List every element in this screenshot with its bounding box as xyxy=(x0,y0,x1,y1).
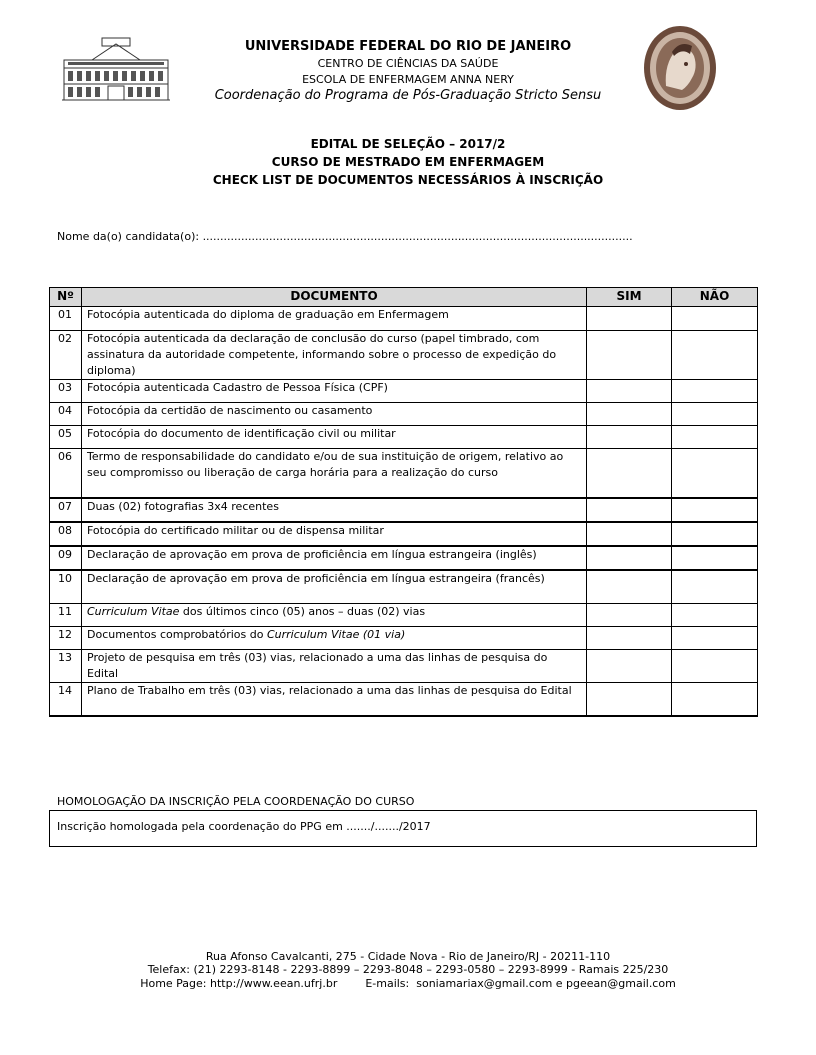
university-name: UNIVERSIDADE FEDERAL DO RIO DE JANEIRO xyxy=(244,39,572,54)
row-num: 12 xyxy=(50,627,82,650)
yes-cell[interactable] xyxy=(587,307,672,331)
docs-pre: Documentos comprobatórios do xyxy=(87,628,267,641)
candidate-name-field xyxy=(57,230,633,243)
row-document: Fotocópia autenticada Cadastro de Pessoa Física (CPF) xyxy=(82,380,587,403)
no-cell[interactable] xyxy=(672,546,758,570)
row-num: 14 xyxy=(50,683,82,717)
header-num: Nº xyxy=(50,288,82,307)
homologation-label: HOMOLOGAÇÃO DA INSCRIÇÃO PELA COORDENAÇÃO DO CURSO xyxy=(57,795,415,808)
yes-cell[interactable] xyxy=(587,627,672,650)
no-cell[interactable] xyxy=(672,604,758,627)
table-row xyxy=(50,403,758,426)
table-row xyxy=(50,498,758,522)
row-document: Fotocópia autenticada da declaração de conclusão do curso (papel timbrado, com assinatura da autoridade competente, informando sobre o processo de expedição do diploma) xyxy=(82,331,587,380)
row-num: 02 xyxy=(50,331,82,380)
table-row xyxy=(50,570,758,604)
table-row xyxy=(50,380,758,403)
table-row xyxy=(50,331,758,380)
table-row xyxy=(50,627,758,650)
table-row xyxy=(50,546,758,570)
table-header-row xyxy=(50,288,758,307)
cv-italic: Curriculum Vitae (01 via) xyxy=(266,628,406,641)
row-num: 01 xyxy=(50,307,82,331)
no-cell[interactable] xyxy=(672,307,758,331)
row-document: Termo de responsabilidade do candidato e/ou de sua instituição de origem, relativo ao seu compromisso ou liberação de carga horária para a realização do curso xyxy=(82,449,587,499)
cv-rest: dos últimos cinco (05) anos – duas (02) vias xyxy=(179,605,426,618)
no-cell[interactable] xyxy=(672,498,758,522)
row-document: Fotocópia do certificado militar ou de dispensa militar xyxy=(82,522,587,546)
row-document xyxy=(82,604,587,627)
row-document: Declaração de aprovação em prova de proficiência em língua estrangeira (francês) xyxy=(82,570,587,604)
row-num: 03 xyxy=(50,380,82,403)
no-cell[interactable] xyxy=(672,522,758,546)
no-cell[interactable] xyxy=(672,426,758,449)
footer-phones: Telefax: (21) 2293-8148 - 2293-8899 – 2293-8048 – 2293-0580 – 2293-8999 - Ramais 225/230 xyxy=(147,963,669,976)
course-title: CURSO DE MESTRADO EM ENFERMAGEM xyxy=(271,155,545,169)
no-cell[interactable] xyxy=(672,627,758,650)
no-cell[interactable] xyxy=(672,403,758,426)
no-cell[interactable] xyxy=(672,449,758,499)
no-cell[interactable] xyxy=(672,650,758,683)
edital-title: EDITAL DE SELEÇÃO – 2017/2 xyxy=(310,137,506,151)
yes-cell[interactable] xyxy=(587,546,672,570)
coordination-name: Coordenação do Programa de Pós-Graduação Stricto Sensu xyxy=(214,88,602,103)
no-cell[interactable] xyxy=(672,331,758,380)
yes-cell[interactable] xyxy=(587,604,672,627)
yes-cell[interactable] xyxy=(587,498,672,522)
yes-cell[interactable] xyxy=(587,570,672,604)
eean-building-logo xyxy=(62,34,170,104)
table-row xyxy=(50,650,758,683)
no-cell[interactable] xyxy=(672,570,758,604)
row-document: Fotocópia da certidão de nascimento ou casamento xyxy=(82,403,587,426)
yes-cell[interactable] xyxy=(587,522,672,546)
header-document: DOCUMENTO xyxy=(82,288,587,307)
row-document: Declaração de aprovação em prova de proficiência em língua estrangeira (inglês) xyxy=(82,546,587,570)
row-num: 08 xyxy=(50,522,82,546)
row-num: 13 xyxy=(50,650,82,683)
school-name: ESCOLA DE ENFERMAGEM ANNA NERY xyxy=(302,73,514,86)
homologation-box xyxy=(49,810,757,847)
center-name: CENTRO DE CIÊNCIAS DA SAÚDE xyxy=(317,57,499,70)
table-row xyxy=(50,683,758,717)
yes-cell[interactable] xyxy=(587,403,672,426)
yes-cell[interactable] xyxy=(587,426,672,449)
row-document: Duas (02) fotografias 3x4 recentes xyxy=(82,498,587,522)
row-num: 10 xyxy=(50,570,82,604)
yes-cell[interactable] xyxy=(587,449,672,499)
yes-cell[interactable] xyxy=(587,380,672,403)
table-row xyxy=(50,604,758,627)
no-cell[interactable] xyxy=(672,683,758,717)
documents-checklist-table xyxy=(49,287,758,717)
candidate-name-label: Nome da(o) candidata(o): xyxy=(57,230,203,243)
candidate-name-dots: ........................................................................................................................... xyxy=(202,230,633,243)
cv-italic: Curriculum Vitae xyxy=(87,605,180,618)
yes-cell[interactable] xyxy=(587,650,672,683)
header-yes: SIM xyxy=(587,288,672,307)
row-document xyxy=(82,627,587,650)
table-row xyxy=(50,449,758,499)
table-row xyxy=(50,426,758,449)
row-num: 05 xyxy=(50,426,82,449)
row-num: 09 xyxy=(50,546,82,570)
footer-homepage: Home Page: http://www.eean.ufrj.br E-mails: soniamariax@gmail.com e pgeean@gmail.com xyxy=(140,977,676,990)
homologation-text: Inscrição homologada pela coordenação do PPG em ......./......./2017 xyxy=(57,820,431,833)
row-document: Projeto de pesquisa em três (03) vias, relacionado a uma das linhas de pesquisa do Edital xyxy=(82,650,587,683)
row-document: Plano de Trabalho em três (03) vias, relacionado a uma das linhas de pesquisa do Edital xyxy=(82,683,587,717)
row-document: Fotocópia autenticada do diploma de graduação em Enfermagem xyxy=(82,307,587,331)
footer-address: Rua Afonso Cavalcanti, 275 - Cidade Nova - Rio de Janeiro/RJ - 20211-110 xyxy=(205,950,611,963)
yes-cell[interactable] xyxy=(587,331,672,380)
yes-cell[interactable] xyxy=(587,683,672,717)
header-no: NÃO xyxy=(672,288,758,307)
ufrj-seal-logo xyxy=(642,24,718,112)
row-num: 04 xyxy=(50,403,82,426)
row-num: 11 xyxy=(50,604,82,627)
table-row xyxy=(50,307,758,331)
row-num: 07 xyxy=(50,498,82,522)
checklist-title: CHECK LIST DE DOCUMENTOS NECESSÁRIOS À INSCRIÇÃO xyxy=(212,173,604,187)
no-cell[interactable] xyxy=(672,380,758,403)
row-num: 06 xyxy=(50,449,82,499)
table-row xyxy=(50,522,758,546)
row-document: Fotocópia do documento de identificação civil ou militar xyxy=(82,426,587,449)
